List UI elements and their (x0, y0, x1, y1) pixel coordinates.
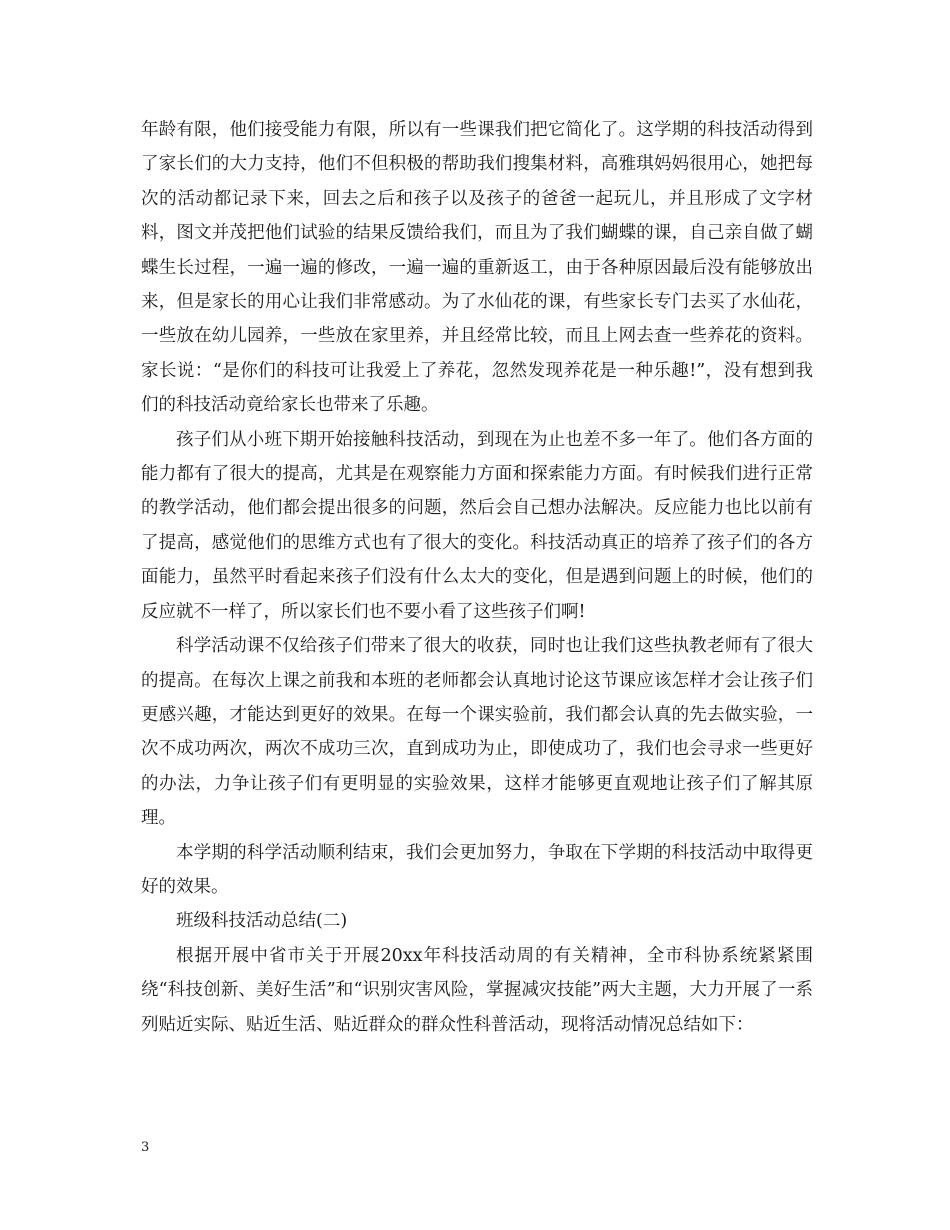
paragraph-parent-support: 年龄有限，他们接受能力有限，所以有一些课我们把它简化了。这学期的科技活动得到了家长们的大力支持，他们不但积极的帮助我们搜集材料，高雅琪妈妈很用心，她把每次的活动都记录下来，回去之后和孩子以及孩子的爸爸一起玩儿，并且形成了文字材料，图文并茂把他们试验的结果反馈给我们，而且为了我们蝴蝶的课，自己亲自做了蝴蝶生长过程，一遍一遍的修改，一遍一遍的重新返工，由于各种原因最后没有能够放出来，但是家长的用心让我们非常感动。为了水仙花的课，有些家长专门去买了水仙花，一些放在幼儿园养，一些放在家里养，并且经常比较，而且上网去查一些养花的资料。家长说：“是你们的科技可让我爱上了养花，忽然发现养花是一种乐趣!”，没有想到我们的科技活动竟给家长也带来了乐趣。 (141, 120, 813, 416)
section-heading: 班级科技活动总结(二) (176, 911, 348, 932)
paragraph-children-abilities: 孩子们从小班下期开始接触科技活动，到现在为止也差不多一年了。他们各方面的能力都有了很大的提高，尤其是在观察能力方面和探索能力方面。有时候我们进行正常的教学活动，他们都会提出很多的问题，然后会自己想办法解决。反应能力也比以前有了提高，感觉他们的思维方式也有了很大的变化。科技活动真正的培养了孩子们的各方面能力，虽然平时看起来孩子们没有什么太大的变化，但是遇到问题上的时候，他们的反应就不一样了，所以家长们也不要小看了这些孩子们啊! (141, 429, 813, 622)
page-number: 3 (141, 1140, 150, 1155)
paragraph-section-intro: 根据开展中省市关于开展20xx年科技活动周的有关精神，全市科协系统紧紧围绕“科技创新、美好生活”和“识别灾害风险，掌握减灾技能”两大主题，大力开展了一系列贴近实际、贴近生活、贴近群众的群众性科普活动，现将活动情况总结如下： (141, 945, 813, 1035)
paragraph-teacher-growth: 科学活动课不仅给孩子们带来了很大的收获，同时也让我们这些执教老师有了很大的提高。在每次上课之前我和本班的老师都会认真地讨论这节课应该怎样才会让孩子们更感兴趣，才能达到更好的效果。在每一个课实验前，我们都会认真的先去做实验，一次不成功两次，两次不成功三次，直到成功为止，即使成功了，我们也会寻求一些更好的办法，力争让孩子们有更明显的实验效果，这样才能够更直观地让孩子们了解其原理。 (141, 636, 813, 829)
paragraph-semester-end: 本学期的科学活动顺利结束，我们会更加努力，争取在下学期的科技活动中取得更好的效果。 (141, 842, 813, 897)
document-body (141, 113, 813, 1042)
